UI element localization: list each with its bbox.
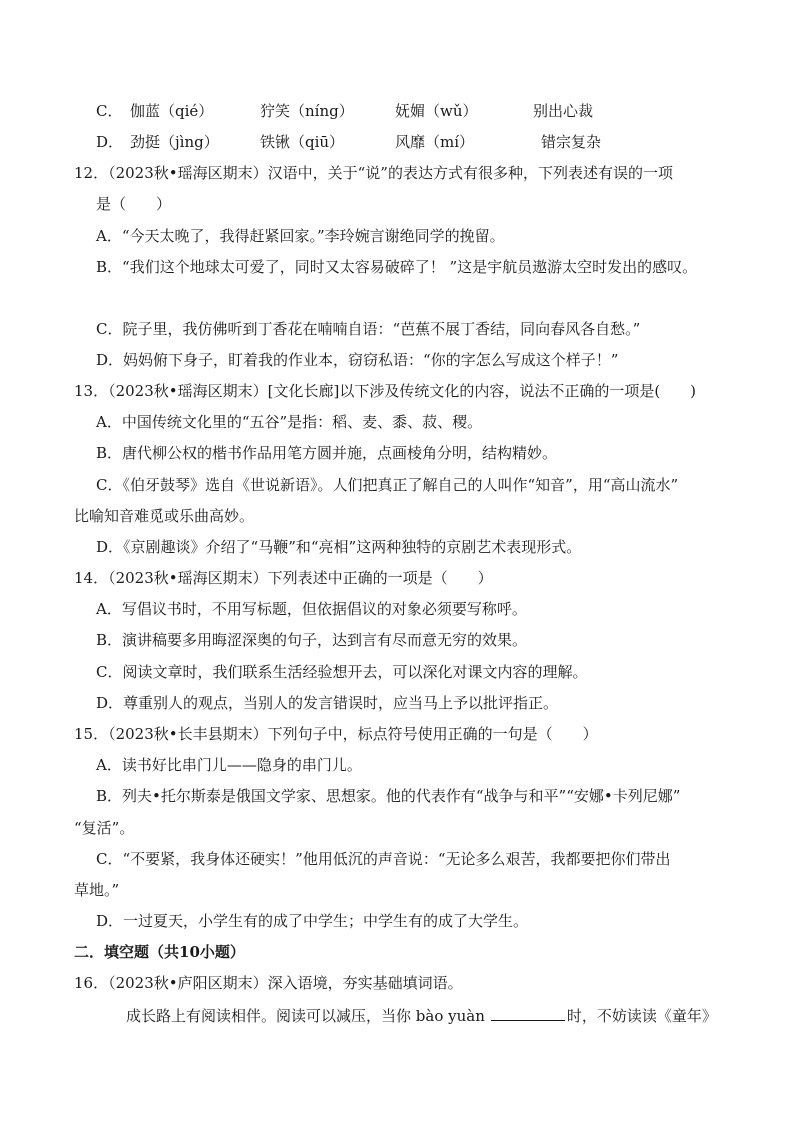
q16-stem: 16．（2023秋•庐阳区期末）深入语境，夯实基础填词语。: [74, 974, 463, 992]
option-item: 别出心裁: [533, 102, 594, 120]
q13-option-d: D．《京剧趣谈》介绍了“马鞭”和“亮相”这两种独特的京剧艺术表现形式。: [96, 538, 582, 556]
q11-option-d: [96, 132, 601, 152]
q14-option-a: A．写倡议书时，不用写标题，但依据倡议的对象必须要写称呼。: [96, 600, 527, 618]
q15-option-b: B．列夫•托尔斯泰是俄国文学家、思想家。他的代表作有“战争与和平”“安娜•卡列尼娜”: [96, 787, 681, 805]
q15-option-c: C．“不要紧，我身体还硬实！”他用低沉的声音说：“无论多么艰苦，我都要把你们带出: [96, 850, 671, 868]
passage-text: 成长路上有阅读相伴。阅读可以减压，当你 bào yuàn: [126, 1007, 485, 1025]
option-label: D．: [96, 133, 124, 151]
q14-stem: 14．（2023秋•瑶海区期末）下列表述中正确的一项是（ ）: [74, 569, 493, 587]
option-label: C．: [96, 102, 123, 120]
q15-stem: 15．（2023秋•长丰县期末）下列句子中，标点符号使用正确的一句是（ ）: [74, 725, 598, 743]
q14-option-b: B．演讲稿要多用晦涩深奥的句子，达到言有尽而意无穷的效果。: [96, 631, 528, 649]
option-item: 狞笑（níng）: [260, 102, 354, 120]
q16-passage-line: [126, 1005, 717, 1026]
q12-option-b: B．“我们这个地球太可爱了，同时又太容易破碎了！ ”这是宇航员遨游太空时发出的感叹。: [96, 258, 698, 276]
option-item: 风靡（mí）: [395, 133, 475, 151]
q15-option-a: A．读书好比串门儿——隐身的串门儿。: [96, 756, 362, 774]
q15-option-d: D．一过夏天，小学生有的成了中学生；中学生有的成了大学生。: [96, 912, 529, 930]
q12-option-c: C．院子里，我仿佛听到丁香花在喃喃自语：“芭蕉不展丁香结，同向春风各自愁。”: [96, 320, 641, 338]
option-item: 错宗复杂: [541, 133, 602, 151]
q12-option-d: D．妈妈俯下身子，盯着我的作业本，窃窃私语：“你的字怎么写成这个样子！”: [96, 351, 619, 369]
q11-option-c: [96, 101, 593, 121]
passage-text: 时，不妨读读《童年》: [566, 1007, 717, 1025]
q14-option-c: C．阅读文章时，我们联系生活经验想开去，可以深化对课文内容的理解。: [96, 663, 588, 681]
section-title: 二．填空题（共10小题）: [74, 943, 245, 961]
q15-option-c-cont: 草地。”: [74, 881, 120, 899]
q12-stem: 12．（2023秋•瑶海区期末）汉语中，关于“说”的表达方式有很多种，下列表述有误的一项: [74, 164, 673, 182]
q14-option-d: D．尊重别人的观点，当别人的发言错误时，应当马上予以批评指正。: [96, 694, 559, 712]
option-item: 劲挺（jìng）: [130, 133, 219, 151]
fill-in-blank[interactable]: [491, 1005, 565, 1021]
q13-option-a: A．中国传统文化里的“五谷”是指：稻、麦、黍、菽、稷。: [96, 413, 483, 431]
option-item: 妩媚（wǔ）: [395, 102, 478, 120]
q12-option-a: A．“今天太晚了，我得赶紧回家。”李玲婉言谢绝同学的挽留。: [96, 227, 505, 245]
q13-option-c-cont: 比喻知音难觅或乐曲高妙。: [74, 507, 255, 525]
q13-stem: 13．（2023秋•瑶海区期末）[文化长廊]以下涉及传统文化的内容，说法不正确的一项是( ): [74, 382, 697, 400]
q12-stem-cont: 是（ ）: [96, 195, 172, 213]
option-item: 铁锹（qiū）: [260, 133, 345, 151]
q13-option-c: C．《伯牙鼓琴》选自《世说新语》。人们把真正了解自己的人叫作“知音”，用“高山流水”: [96, 476, 679, 494]
option-item: 伽蓝（qié）: [130, 102, 214, 120]
q13-option-b: B．唐代柳公权的楷书作品用笔方圆并施，点画棱角分明，结构精妙。: [96, 444, 558, 462]
q15-option-b-cont: “复活”。: [74, 819, 135, 837]
